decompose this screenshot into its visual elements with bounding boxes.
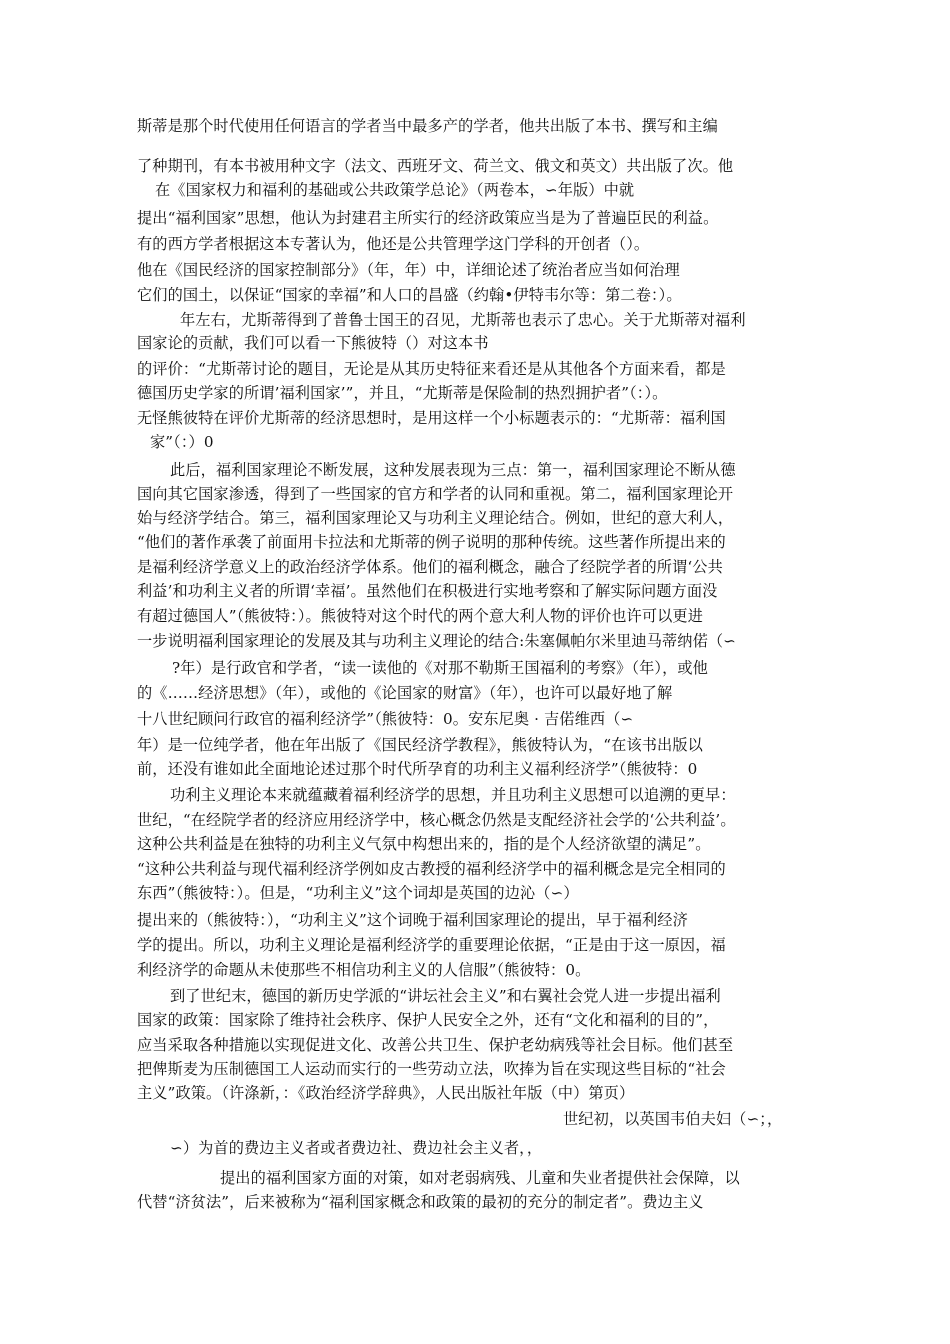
text-line: 家”（：）0 (150, 433, 214, 451)
text-line: 的《……经济思想》（年），或他的《论国家的财富》（年），也许可以最好地了解 (137, 684, 673, 702)
text-line: 前，还没有谁如此全面地论述过那个时代所孕育的功利主义福利经济学”（熊彼特：0 (137, 760, 698, 778)
text-line: “这种公共利益与现代福利经济学例如皮古教授的福利经济学中的福利概念是完全相同的 (137, 860, 726, 878)
text-line: 代替“济贫法”，后来被称为“福利国家概念和政策的最初的充分的制定者”。费边主义 (137, 1193, 704, 1211)
text-line: 他在《国民经济的国家控制部分》（年，年）中，详细论述了统治者应当如何治理 (137, 261, 680, 279)
text-line: 国向其它国家渗透，得到了一些国家的官方和学者的认同和重视。第二，福利国家理论开 (137, 485, 734, 503)
text-line: 提出“福利国家”思想，他认为封建君主所实行的经济政策应当是为了普遍臣民的利益。 (137, 209, 719, 227)
text-line: 世纪，“在经院学者的经济应用经济学中，核心概念仍然是支配经济社会学的‘公共利益’。 (137, 811, 736, 829)
text-line: ∽）为首的费边主义者或者费边社、费边社会主义者，， (170, 1139, 543, 1157)
text-line: 东西”（熊彼特：）。但是，“功利主义”这个词却是英国的边沁（∽） (137, 884, 579, 902)
text-line: 功利主义理论本来就蕴藏着福利经济学的思想，并且功利主义思想可以追溯的更早： (170, 786, 736, 804)
text-line: 国家的政策：国家除了维持社会秩序、保护人民安全之外，还有“文化和福利的目的”， (137, 1011, 719, 1029)
text-line: 有的西方学者根据这本专著认为，他还是公共管理学这门学科的开创者（）。 (137, 235, 650, 253)
text-line: 十八世纪顾问行政官的福利经济学”（熊彼特：0。安东尼奥 · 吉偌维西（∽ (137, 710, 634, 728)
text-line: 此后，福利国家理论不断发展，这种发展表现为三点：第一，福利国家理论不断从德 (170, 461, 736, 479)
text-line: 利益’和功利主义者的所谓‘幸福’。虽然他们在积极进行实地考察和了解实际问题方面没 (137, 582, 718, 600)
text-line: 这种公共利益是在独特的功利主义气氛中构想出来的，指的是个人经济欲望的满足”。 (137, 835, 711, 853)
text-line: 世纪初，以英国韦伯夫妇（∽；， (563, 1110, 783, 1128)
text-line: “他们的著作承袭了前面用卡拉法和尤斯蒂的例子说明的那种传统。这些著作所提出来的 (137, 533, 726, 551)
text-line: 在《国家权力和福利的基础或公共政策学总论》（两卷本，∽年版）中就 (155, 181, 635, 199)
text-line: ?年）是行政官和学者，“读一读他的《对那不勒斯王国福利的考察》（年），或他 (172, 659, 708, 677)
text-line: 斯蒂是那个时代使用任何语言的学者当中最多产的学者，他共出版了本书、撰写和主编 (137, 117, 718, 135)
text-line: 德国历史学家的所谓’福利国家’”，并且，“尤斯蒂是保险制的热烈拥护者”（：）。 (137, 384, 668, 402)
text-line: 应当采取各种措施以实现促进文化、改善公共卫生、保护老幼病残等社会目标。他们甚至 (137, 1036, 734, 1054)
text-line: 提出来的（熊彼特：），“功利主义”这个词晚于福利国家理论的提出，早于福利经济 (137, 911, 688, 929)
text-line: 学的提出。所以，功利主义理论是福利经济学的重要理论依据，“正是由于这一原因，福 (137, 936, 726, 954)
text-line: 年左右，尤斯蒂得到了普鲁士国王的召见，尤斯蒂也表示了忠心。关于尤斯蒂对福利 (180, 311, 746, 329)
text-line: 始与经济学结合。第三，福利国家理论又与功利主义理论结合。例如，世纪的意大利人， (137, 509, 734, 527)
text-line: 主义”政策。（许涤新，：《政治经济学辞典》，人民出版社年版（中）第页） (137, 1084, 635, 1102)
text-line: 提出的福利国家方面的对策，如对老弱病残、儿童和失业者提供社会保障，以 (220, 1169, 740, 1187)
text-line: 国家论的贡献，我们可以看一下熊彼特（）对这本书 (137, 334, 489, 352)
text-line: 利经济学的命题从未使那些不相信功利主义的人信服”（熊彼特：0。 (137, 961, 591, 979)
text-line: 了种期刊，有本书被用种文字（法文、西班牙文、荷兰文、俄文和英文）共出版了次。他 (137, 157, 734, 175)
text-line: 到了世纪末，德国的新历史学派的“讲坛社会主义”和右翼社会党人进一步提出福利 (170, 987, 721, 1005)
text-line: 它们的国土，以保证“国家的幸福”和人口的昌盛（约翰•伊特韦尔等：第二卷：）。 (137, 286, 682, 304)
text-line: 把俾斯麦为压制德国工人运动而实行的一些劳动立法，吹捧为旨在实现这些目标的“社会 (137, 1060, 726, 1078)
text-line: 无怪熊彼特在评价尤斯蒂的经济思想时，是用这样一个小标题表示的：“尤斯蒂：福利国 (137, 409, 726, 427)
text-line: 的评价：“尤斯蒂讨论的题目，无论是从其历史特征来看还是从其他各个方面来看，都是 (137, 360, 726, 378)
text-line: 年）是一位纯学者，他在年出版了《国民经济学教程》，熊彼特认为，“在该书出版以 (137, 736, 703, 754)
text-line: 一步说明福利国家理论的发展及其与功利主义理论的结合:朱塞佩帕尔米里迪马蒂纳偌（∽ (137, 632, 736, 650)
text-line: 有超过德国人”（熊彼特：）。熊彼特对这个时代的两个意大利人物的评价也许可以更进 (137, 607, 703, 625)
text-line: 是福利经济学意义上的政治经济学体系。他们的福利概念，融合了经院学者的所谓‘公共 (137, 558, 723, 576)
